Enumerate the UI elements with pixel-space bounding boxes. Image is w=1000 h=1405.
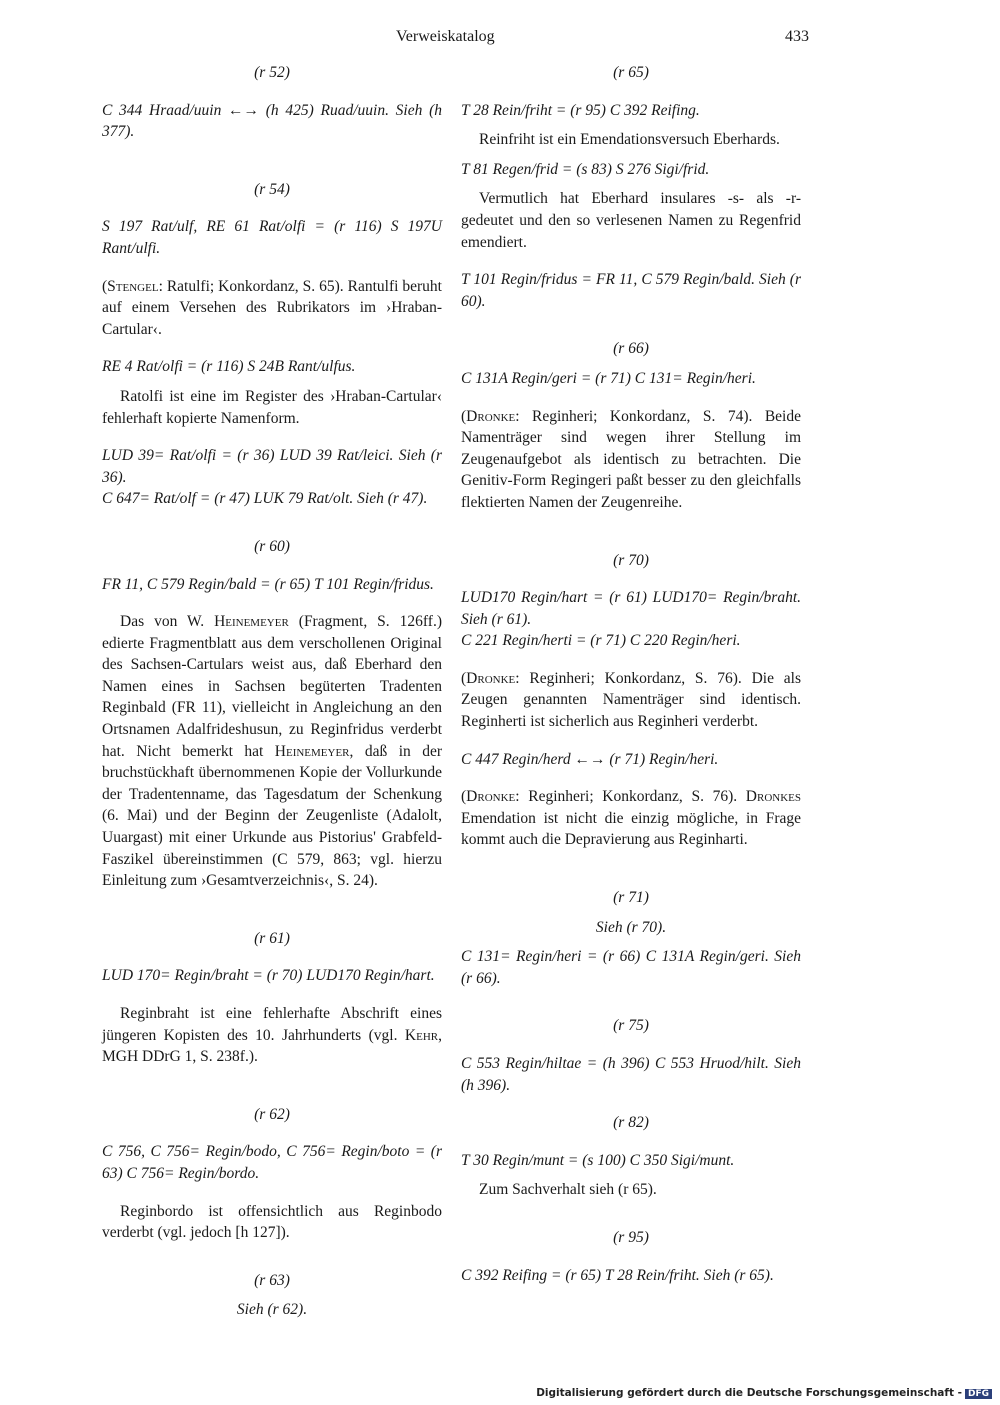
commentary-paragraph: Vermutlich hat Eberhard insulares -s- als -r- gedeutet und den so verlesenen Namen zu Regenfrid emendiert.: [461, 190, 801, 251]
commentary-paragraph: Ratolfi ist eine im Register des ›Hraban-Cartular‹ fehlerhaft kopierte Namenform.: [102, 387, 442, 427]
section-heading: (r 60): [254, 537, 290, 555]
reference-entry: S 197 Rat/ulf, RE 61 Rat/olfi = (r 116) S 197U Rant/ulfi.: [102, 218, 442, 257]
author-name: Dronke: [466, 788, 516, 806]
reference-entry: FR 11, C 579 Regin/bald = (r 65) T 101 Regin/fridus.: [102, 575, 434, 593]
reference-entry: C 221 Regin/herti = (r 71) C 220 Regin/heri.: [461, 632, 741, 650]
see-reference: Sieh (r 70).: [595, 918, 667, 936]
section-heading: (r 75): [613, 1017, 649, 1035]
reference-entry: C 392 Reifing = (r 65) T 28 Rein/friht. Sieh (r 65).: [461, 1266, 774, 1284]
author-name: Dronkes: [745, 788, 801, 806]
commentary-paragraph: [102, 611, 442, 892]
reference-entry: T 28 Rein/friht = (r 95) C 392 Reifing.: [461, 101, 700, 119]
section-heading: (r 54): [254, 180, 290, 198]
commentary-text: : Reginheri; Konkordanz, S. 76). Die als Zeugen genannten Namenträger sind identisch. Reginherti ist sicherlich aus Reginheri verderbt.: [461, 669, 801, 731]
section-heading: (r 70): [613, 551, 649, 569]
commentary-paragraph: [102, 1003, 442, 1068]
reference-entry: LUD 170= Regin/braht = (r 70) LUD170 Regin/hart.: [102, 967, 435, 985]
section-heading: (r 65): [613, 64, 649, 81]
reference-entry: C 647= Rat/olf = (r 47) LUK 79 Rat/olt. Sieh (r 47).: [102, 490, 428, 508]
reference-entry: T 30 Regin/munt = (s 100) C 350 Sigi/munt.: [461, 1151, 735, 1169]
page-number: 433: [785, 28, 809, 45]
section-heading: (r 61): [254, 929, 290, 947]
commentary-text: : Reginheri; Konkordanz, S. 76).: [515, 788, 746, 806]
commentary-paragraph: (Dronke: Reginheri; Konkordanz, S. 76). Dronkes Emendation ist nicht die einzig mögliche, in Frage kommt auch die Depravierung aus Reginharti.: [461, 788, 801, 849]
reference-entry: T 101 Regin/fridus = FR 11, C 579 Regin/bald. Sieh (r 60).: [461, 271, 801, 310]
section-heading: (r 52): [254, 64, 290, 81]
digitization-footer: [536, 1387, 992, 1399]
author-name: Dronke: [466, 669, 516, 687]
commentary-text: : Ratulfi; Konkordanz, S. 65). Rantulfi beruht auf einem Versehen des Rubrikators im ›Hraban-Cartular‹.: [102, 277, 442, 338]
reference-entry: C 131A Regin/geri = (r 71) C 131= Regin/heri.: [461, 369, 756, 387]
reference-entry: RE 4 Rat/olfi = (r 116) S 24B Rant/ulfus.: [102, 358, 356, 376]
author-name: Dronke: [466, 407, 516, 425]
commentary-paragraph: (Dronke: Reginheri; Konkordanz, S. 74). Beide Namenträger sind wegen ihrer Stellung im Zeugenaufgebot als identisch zu betrachten. Die Genitiv-Form Regingeri paßt besser zu den gleichfalls flektierten Namen der Zeugenreihe.: [461, 407, 801, 511]
right-column: [461, 62, 801, 1286]
author-name: Heinemeyer: [214, 613, 289, 631]
reference-entry: C 756, C 756= Regin/bodo, C 756= Regin/boto = (r 63) C 756= Regin/bordo.: [102, 1143, 442, 1182]
commentary-text: Das von W.: [120, 613, 215, 631]
author-name: Kehr: [404, 1026, 439, 1044]
commentary-paragraph: Reinfriht ist ein Emendationsversuch Eberhards.: [479, 131, 780, 149]
commentary-text: , daß in der bruchstückhaft übernommenen Kopie der Vollurkunde der Tradentenname, das Tagesdatum der Schenkung (6. Mai) und der Beginn der Zeugenliste (Adalolt, Uuargast) mit einer Urkunde aus Pistorius' Grabfeld-Faszikel übereinstimmen (C 579, 863; vgl. hierzu Einleitung zum ›Gesamtverzeichnis‹, S. 24).: [102, 742, 442, 890]
running-head: Verweiskatalog: [396, 28, 495, 45]
page-header: [0, 28, 1000, 52]
reference-entry: T 81 Regen/frid = (s 83) S 276 Sigi/frid.: [461, 160, 710, 178]
reference-entry: C 447 Regin/herd ←→ (r 71) Regin/heri.: [461, 750, 719, 768]
section-heading: (r 82): [613, 1114, 649, 1132]
commentary-text: Emendation ist nicht die einzig mögliche, in Frage kommt auch die Depravierung aus Reginharti.: [461, 809, 801, 849]
commentary-text: (Fragment, S. 126ff.) edierte Fragmentblatt aus dem verschollenen Original des Sachsen-Cartulars weist aus, daß Eberhard den Namen eines in Sachsen begüterten Tradenten Reginbald (FR 11), vielleicht in Angleichung an den Ortsnamen Adalfrideshusun, zu Reginfridus verderbt hat. Nicht bemerkt hat: [102, 613, 442, 760]
commentary-text: Reginbraht ist eine fehlerhafte Abschrift eines jüngeren Kopisten des 10. Jahrhunderts (vgl.: [102, 1005, 442, 1044]
see-reference: Sieh (r 62).: [236, 1301, 308, 1319]
section-heading: (r 95): [613, 1228, 649, 1246]
author-name: Heinemeyer: [274, 742, 350, 760]
footer-text: Digitalisierung gefördert durch die Deutsche Forschungsgemeinschaft -: [536, 1387, 962, 1399]
left-column: [102, 62, 442, 1321]
reference-entry: C 131= Regin/heri = (r 66) C 131A Regin/geri. Sieh (r 66).: [461, 948, 801, 987]
commentary-paragraph: Reginbordo ist offensichtlich aus Reginbodo verderbt (vgl. jedoch [h 127]).: [102, 1202, 442, 1242]
commentary-paragraph: (Stengel: Ratulfi; Konkordanz, S. 65). Rantulfi beruht auf einem Versehen des Rubrikators im ›Hraban-Cartular‹.: [102, 277, 442, 338]
reference-entry: LUD170 Regin/hart = (r 61) LUD170= Regin/braht. Sieh (r 61).: [461, 589, 801, 628]
section-heading: (r 71): [613, 889, 649, 907]
commentary-paragraph: (Dronke: Reginheri; Konkordanz, S. 76). Die als Zeugen genannten Namenträger sind identisch. Reginherti ist sicherlich aus Reginheri verderbt.: [461, 669, 801, 731]
section-heading: (r 62): [254, 1105, 290, 1123]
section-heading: (r 63): [254, 1271, 290, 1289]
reference-entry: LUD 39= Rat/olfi = (r 36) LUD 39 Rat/leici. Sieh (r 36).: [102, 447, 442, 486]
commentary-text: : Reginheri; Konkordanz, S. 74). Beide Namenträger sind wegen ihrer Stellung im Zeugenaufgebot als identisch zu betrachten. Die Genitiv-Form Regingeri paßt besser zu den gleichfalls flektierten Namen der Zeugenreihe.: [461, 407, 801, 511]
commentary-text: , MGH DDrG 1, S. 238f.).: [102, 1026, 442, 1066]
dfg-logo: DFG: [965, 1389, 992, 1399]
reference-entry: C 553 Regin/hiltae = (h 396) C 553 Hruod/hilt. Sieh (h 396).: [461, 1055, 801, 1094]
section-heading: (r 66): [613, 340, 649, 358]
author-name: Stengel: [107, 277, 159, 295]
commentary-paragraph: Zum Sachverhalt sieh (r 65).: [479, 1181, 657, 1199]
reference-entry: C 344 Hraad/uuin ←→ (h 425) Ruad/uuin. Sieh (h 377).: [102, 101, 442, 141]
